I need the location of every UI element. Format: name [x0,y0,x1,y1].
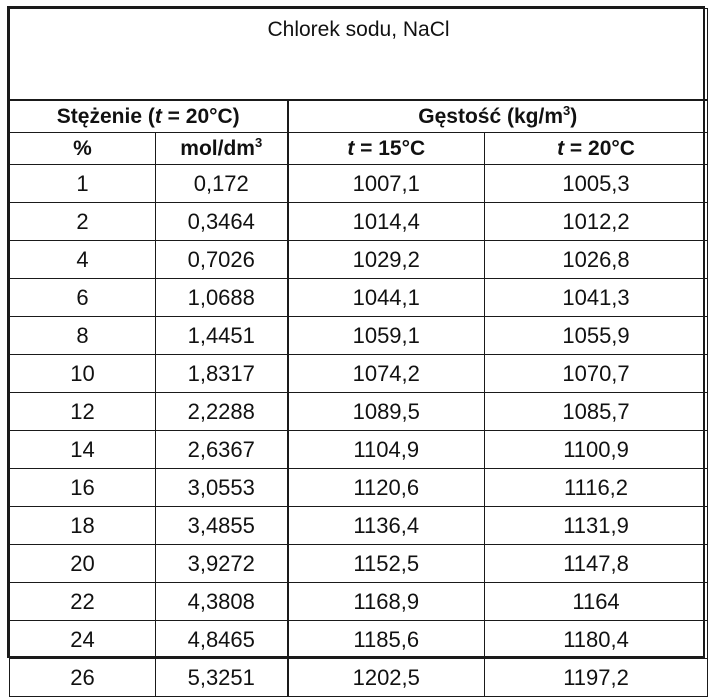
molar-cell: 2,6367 [156,431,288,469]
t15-density-cell: 1152,5 [288,545,485,583]
molar-cell: 5,3251 [156,659,288,697]
t20-density-cell: 1147,8 [485,545,708,583]
percent-cell: 26 [10,659,156,697]
t20-column-header [485,133,708,165]
molar-header-sup: 3 [254,135,263,150]
t15-density-cell: 1044,1 [288,279,485,317]
percent-cell: 14 [10,431,156,469]
table-row [10,355,708,393]
t20-density-cell: 1164 [485,583,708,621]
molar-cell: 3,0553 [156,469,288,507]
t15-header-t: t [347,137,355,160]
molar-cell: 3,4855 [156,507,288,545]
t15-density-cell: 1120,6 [288,469,485,507]
table-row [10,165,708,203]
percent-cell: 1 [10,165,156,203]
percent-cell: 18 [10,507,156,545]
nacl-density-table-frame [7,6,705,690]
percent-cell: 16 [10,469,156,507]
density-header-sup: 3 [563,103,571,118]
molar-cell: 0,172 [156,165,288,203]
concentration-header-t: t [154,105,162,128]
t15-density-cell: 1029,2 [288,241,485,279]
density-header-prefix: Gęstość (kg/m [418,105,563,128]
molar-cell: 1,8317 [156,355,288,393]
molar-header-text: mol/dm [180,137,255,160]
t15-density-cell: 1168,9 [288,583,485,621]
t15-density-cell: 1136,4 [288,507,485,545]
t20-density-cell: 1012,2 [485,203,708,241]
t20-density-cell: 1100,9 [485,431,708,469]
table-row [10,621,708,659]
concentration-header-suffix: = 20°C) [161,105,240,128]
molar-cell: 2,2288 [156,393,288,431]
table-row [10,393,708,431]
t20-density-cell: 1180,4 [485,621,708,659]
t20-header-rest: = 20°C [564,137,635,160]
percent-column-header: % [10,133,156,165]
table-row [10,279,708,317]
concentration-group-header [10,100,288,133]
t20-density-cell: 1085,7 [485,393,708,431]
percent-cell: 20 [10,545,156,583]
nacl-density-table [9,8,708,697]
percent-cell: 2 [10,203,156,241]
t20-header-t: t [557,137,565,160]
molar-cell: 3,9272 [156,545,288,583]
table-row [10,431,708,469]
table-row [10,241,708,279]
t20-density-cell: 1131,9 [485,507,708,545]
t15-density-cell: 1059,1 [288,317,485,355]
table-body [10,165,708,697]
t15-header-rest: = 15°C [354,137,426,160]
t15-density-cell: 1185,6 [288,621,485,659]
percent-cell: 22 [10,583,156,621]
t20-density-cell: 1005,3 [485,165,708,203]
t15-density-cell: 1074,2 [288,355,485,393]
t15-density-cell: 1104,9 [288,431,485,469]
molar-cell: 4,8465 [156,621,288,659]
percent-cell: 8 [10,317,156,355]
percent-cell: 6 [10,279,156,317]
density-group-header [288,100,708,133]
percent-cell: 12 [10,393,156,431]
t15-density-cell: 1089,5 [288,393,485,431]
t20-density-cell: 1116,2 [485,469,708,507]
table-row [10,583,708,621]
t20-density-cell: 1026,8 [485,241,708,279]
table-row [10,659,708,697]
table-title: Chlorek sodu, NaCl [10,9,708,101]
molar-cell: 0,7026 [156,241,288,279]
table-row [10,545,708,583]
t15-column-header [288,133,485,165]
molar-cell: 1,4451 [156,317,288,355]
percent-cell: 4 [10,241,156,279]
percent-cell: 10 [10,355,156,393]
molar-column-header [156,133,288,165]
percent-cell: 24 [10,621,156,659]
t15-density-cell: 1014,4 [288,203,485,241]
t15-density-cell: 1202,5 [288,659,485,697]
concentration-header-prefix: Stężenie ( [56,105,155,128]
table-row [10,317,708,355]
t20-density-cell: 1041,3 [485,279,708,317]
t15-density-cell: 1007,1 [288,165,485,203]
table-row [10,203,708,241]
molar-cell: 1,0688 [156,279,288,317]
t20-density-cell: 1197,2 [485,659,708,697]
density-header-suffix: ) [570,105,578,128]
molar-cell: 0,3464 [156,203,288,241]
molar-cell: 4,3808 [156,583,288,621]
t20-density-cell: 1055,9 [485,317,708,355]
t20-density-cell: 1070,7 [485,355,708,393]
table-row [10,469,708,507]
table-row [10,507,708,545]
